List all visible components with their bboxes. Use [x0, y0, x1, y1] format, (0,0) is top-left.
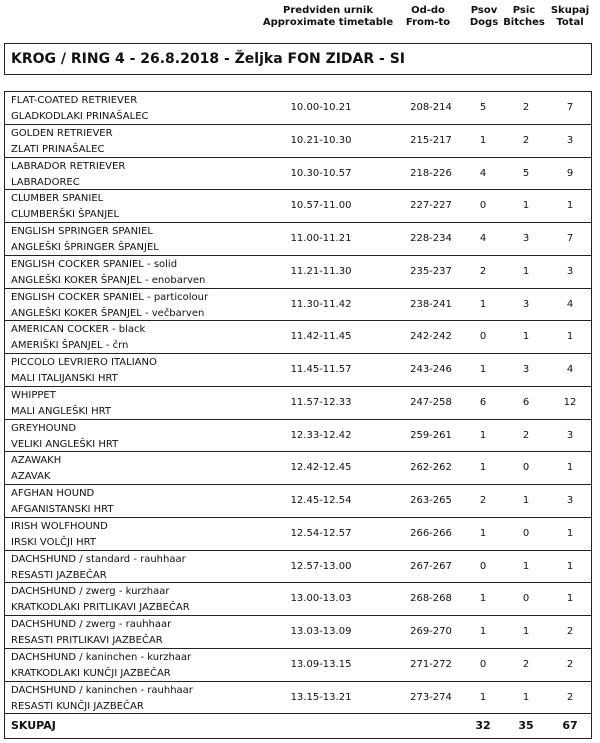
bitches-header-line1: Psic: [512, 5, 536, 16]
breed-name-en: DACHSHUND / standard - rauhhaar: [11, 553, 186, 565]
bitches-cell: 1: [522, 495, 530, 506]
breed-name-en: DACHSHUND / zwerg - rauhhaar: [11, 619, 172, 630]
schedule-table: [4, 91, 592, 739]
breed-name-sl: ANGLEŠKI ŠPRINGER ŠPANJEL: [11, 242, 159, 253]
table-row: [5, 321, 591, 354]
table-row: [5, 354, 591, 387]
total-cell: 2: [566, 691, 574, 703]
from-to-cell: 266-266: [410, 527, 452, 539]
from-to-cell: 247-258: [410, 396, 452, 408]
bitches-cell: 0: [522, 527, 530, 539]
breed-name-en: DACHSHUND / kaninchen - kurzhaar: [11, 651, 192, 663]
table-row: [5, 256, 591, 289]
total-cell: 9: [566, 167, 574, 179]
breed-name-en: ENGLISH SPRINGER SPANIEL: [11, 226, 153, 237]
from-to-cell: 269-270: [410, 626, 452, 637]
breed-name-en: ENGLISH COCKER SPANIEL - particolour: [11, 291, 209, 303]
breed-name-en: FLAT-COATED RETRIEVER: [11, 95, 138, 106]
bitches-header: [500, 5, 548, 29]
dogs-cell: 1: [479, 298, 487, 310]
breed-cell: [11, 192, 119, 221]
time-cell: 12.42-12.45: [290, 462, 352, 474]
summary-total: 67: [562, 719, 578, 732]
time-cell: 11.30-11.42: [290, 298, 352, 310]
breed-name-en: LABRADOR RETRIEVER: [11, 160, 126, 172]
table-row: [5, 682, 591, 715]
breed-name-en: PICCOLO LEVRIERO ITALIANO: [11, 357, 157, 368]
dogs-cell: 0: [479, 560, 487, 572]
table-row: [5, 551, 591, 584]
breed-cell: [11, 127, 113, 156]
breed-cell: [11, 618, 171, 647]
breed-name-sl: GLADKODLAKI PRINAŠALEC: [11, 111, 149, 122]
breed-cell: [11, 225, 159, 254]
table-row: [5, 92, 591, 125]
bitches-cell: 3: [522, 364, 530, 375]
breed-name-sl: AMERIŠKI ŠPANJEL - črn: [11, 340, 129, 352]
time-cell: 12.45-12.54: [290, 495, 352, 506]
time-cell: 12.57-13.00: [290, 560, 352, 572]
from-to-cell: 208-214: [410, 102, 452, 113]
breed-name-sl: KRATKODLAKI KUNČJI JAZBEČAR: [11, 667, 171, 679]
total-cell: 12: [563, 396, 577, 408]
time-cell: 13.15-13.21: [290, 691, 352, 703]
column-header: [0, 5, 600, 35]
breed-cell: [11, 684, 193, 713]
total-cell: 2: [566, 658, 574, 670]
breed-name-en: GREYHOUND: [11, 422, 77, 434]
dogs-cell: 0: [479, 331, 487, 343]
breed-name-sl: MALI ITALIJANSKI HRT: [11, 373, 118, 384]
dogs-cell: 6: [479, 396, 487, 408]
breed-name-en: CLUMBER SPANIEL: [11, 193, 104, 205]
from-to-header-line1: Od-do: [411, 5, 445, 16]
breed-cell: [11, 651, 191, 680]
table-row: [5, 125, 591, 158]
bitches-cell: 2: [522, 134, 530, 146]
from-to-cell: 262-262: [410, 462, 452, 474]
from-to-cell: 259-261: [410, 429, 452, 441]
breed-name-sl: IRSKI VOLČJI HRT: [11, 536, 96, 548]
dogs-cell: 1: [479, 462, 487, 474]
total-cell: 3: [566, 429, 574, 441]
dogs-cell: 2: [479, 265, 487, 277]
table-row: [5, 158, 591, 191]
time-cell: 13.09-13.15: [290, 658, 352, 670]
time-cell: 13.00-13.03: [290, 593, 352, 605]
breed-cell: [11, 356, 157, 385]
table-row: [5, 583, 591, 616]
breed-cell: [11, 160, 125, 189]
dogs-cell: 1: [479, 134, 487, 146]
bitches-cell: 1: [522, 691, 530, 703]
from-to-cell: 271-272: [410, 658, 452, 670]
breed-name-sl: ZLATI PRINAŠALEC: [11, 143, 105, 155]
summary-dogs: 32: [475, 719, 491, 732]
breed-cell: [11, 389, 111, 418]
from-to-cell: 218-226: [410, 167, 452, 179]
table-row: [5, 223, 591, 256]
breed-name-sl: RESASTI JAZBEČAR: [11, 569, 107, 581]
time-cell: 11.45-11.57: [290, 364, 352, 375]
breed-name-en: DACHSHUND / kaninchen - rauhhaar: [11, 684, 193, 696]
bitches-cell: 1: [522, 331, 530, 343]
dogs-cell: 4: [479, 167, 487, 179]
bitches-cell: 2: [522, 658, 530, 670]
time-cell: 12.33-12.42: [290, 429, 352, 441]
from-to-cell: 215-217: [410, 134, 452, 146]
dogs-header-line1: Psov: [470, 5, 498, 16]
total-header-line2: Total: [556, 17, 584, 28]
total-cell: 1: [566, 560, 574, 572]
breed-name-sl: VELIKI ANGLEŠKI HRT: [11, 438, 119, 450]
breed-cell: [11, 585, 190, 614]
time-cell: 11.57-12.33: [290, 396, 352, 408]
breed-name-sl: AFGANISTANSKI HRT: [11, 504, 114, 515]
total-cell: 3: [566, 265, 574, 277]
breed-name-en: WHIPPET: [11, 389, 56, 401]
bitches-cell: 2: [522, 429, 530, 441]
table-row: [5, 518, 591, 551]
from-to-header-line2: From-to: [405, 17, 451, 28]
bitches-header-line2: Bitches: [503, 17, 545, 28]
dogs-cell: 0: [479, 658, 487, 670]
bitches-cell: 1: [522, 200, 530, 212]
breed-cell: [11, 94, 149, 123]
breed-cell: [11, 487, 114, 516]
breed-name-sl: CLUMBERŠKI ŠPANJEL: [11, 209, 120, 221]
breed-cell: [11, 258, 205, 287]
breed-name-en: AMERICAN COCKER - black: [11, 324, 146, 336]
dogs-cell: 4: [479, 233, 487, 244]
dogs-cell: 1: [479, 364, 487, 375]
breed-cell: [11, 291, 208, 320]
breed-cell: [11, 520, 108, 549]
breed-name-en: AFGHAN HOUND: [11, 488, 95, 499]
table-row: [5, 649, 591, 682]
dogs-header-line2: Dogs: [469, 17, 499, 28]
breed-cell: [11, 454, 61, 483]
from-to-cell: 242-242: [410, 331, 452, 343]
time-cell: 11.21-11.30: [290, 265, 352, 277]
bitches-cell: 0: [522, 462, 530, 474]
summary-bitches: 35: [518, 719, 534, 732]
breed-name-en: IRISH WOLFHOUND: [11, 520, 108, 532]
from-to-cell: 228-234: [410, 233, 452, 244]
timetable-header-line2: Approximate timetable: [262, 17, 394, 28]
breed-name-sl: LABRADOREC: [11, 176, 80, 188]
time-cell: 12.54-12.57: [290, 527, 352, 539]
bitches-cell: 2: [522, 102, 530, 113]
total-cell: 2: [566, 626, 574, 637]
breed-cell: [11, 323, 145, 352]
time-cell: 10.30-10.57: [290, 167, 352, 179]
total-cell: 1: [566, 331, 574, 343]
table-row: [5, 387, 591, 420]
time-cell: 10.00-10.21: [290, 102, 352, 113]
dogs-cell: 5: [479, 102, 487, 113]
total-cell: 3: [566, 495, 574, 506]
from-to-cell: 263-265: [410, 495, 452, 506]
total-cell: 4: [566, 364, 574, 375]
bitches-cell: 1: [522, 626, 530, 637]
summary-label: SKUPAJ: [11, 719, 56, 732]
table-row: [5, 420, 591, 453]
from-to-cell: 235-237: [410, 265, 452, 277]
breed-name-sl: MALI ANGLEŠKI HRT: [11, 405, 112, 417]
bitches-cell: 6: [522, 396, 530, 408]
bitches-cell: 1: [522, 560, 530, 572]
time-cell: 10.21-10.30: [290, 134, 352, 146]
total-cell: 1: [566, 200, 574, 212]
breed-name-sl: RESASTI KUNČJI JAZBEČAR: [11, 700, 144, 712]
bitches-cell: 0: [522, 593, 530, 605]
time-cell: 10.57-11.00: [290, 200, 352, 212]
total-cell: 1: [566, 527, 574, 539]
total-cell: 7: [566, 102, 574, 113]
time-cell: 11.42-11.45: [290, 331, 352, 343]
breed-name-en: ENGLISH COCKER SPANIEL - solid: [11, 258, 178, 270]
time-cell: 13.03-13.09: [290, 626, 352, 637]
time-cell: 11.00-11.21: [290, 233, 352, 244]
dogs-cell: 1: [479, 593, 487, 605]
breed-name-sl: ANGLEŠKI KOKER ŠPANJEL - večbarven: [11, 307, 205, 319]
from-to-cell: 238-241: [410, 298, 452, 310]
total-cell: 7: [566, 233, 574, 244]
breed-name-en: AZAWAKH: [11, 455, 62, 467]
from-to-cell: 268-268: [410, 593, 452, 605]
breed-name-sl: KRATKODLAKI PRITLIKAVI JAZBEČAR: [11, 602, 190, 614]
from-to-cell: 273-274: [410, 691, 452, 703]
breed-cell: [11, 553, 186, 582]
breed-name-en: DACHSHUND / zwerg - kurzhaar: [11, 586, 170, 598]
from-to-cell: 267-267: [410, 560, 452, 572]
dogs-cell: 0: [479, 200, 487, 212]
table-row: [5, 190, 591, 223]
from-to-cell: 227-227: [410, 200, 452, 212]
timetable-header-line1: Predviden urnik: [283, 5, 373, 16]
ring-title: KROG / RING 4 - 26.8.2018 - Željka FON ZIDAR - SI: [4, 43, 592, 75]
breed-name-sl: ANGLEŠKI KOKER ŠPANJEL - enobarven: [11, 274, 206, 286]
table-row: [5, 452, 591, 485]
dogs-cell: 1: [479, 691, 487, 703]
total-header-line1: Skupaj: [550, 5, 590, 16]
total-cell: 4: [566, 298, 574, 310]
table-row: [5, 289, 591, 322]
total-cell: 3: [566, 134, 574, 146]
breed-name-en: GOLDEN RETRIEVER: [11, 127, 113, 139]
dogs-cell: 1: [479, 626, 487, 637]
total-cell: 1: [566, 462, 574, 474]
total-header: [546, 5, 594, 29]
table-row: [5, 485, 591, 518]
from-to-header: [393, 5, 463, 29]
total-cell: 1: [566, 593, 574, 605]
table-row: [5, 616, 591, 649]
breed-name-sl: RESASTI PRITLIKAVI JAZBEČAR: [11, 635, 163, 646]
bitches-cell: 5: [522, 167, 530, 179]
dogs-cell: 1: [479, 429, 487, 441]
summary-row: [5, 714, 591, 738]
bitches-cell: 3: [522, 233, 530, 244]
dogs-cell: 2: [479, 495, 487, 506]
breed-cell: [11, 422, 118, 451]
dogs-cell: 1: [479, 527, 487, 539]
bitches-cell: 3: [522, 298, 530, 310]
breed-name-sl: AZAVAK: [11, 471, 51, 483]
bitches-cell: 1: [522, 265, 530, 277]
from-to-cell: 243-246: [410, 364, 452, 375]
